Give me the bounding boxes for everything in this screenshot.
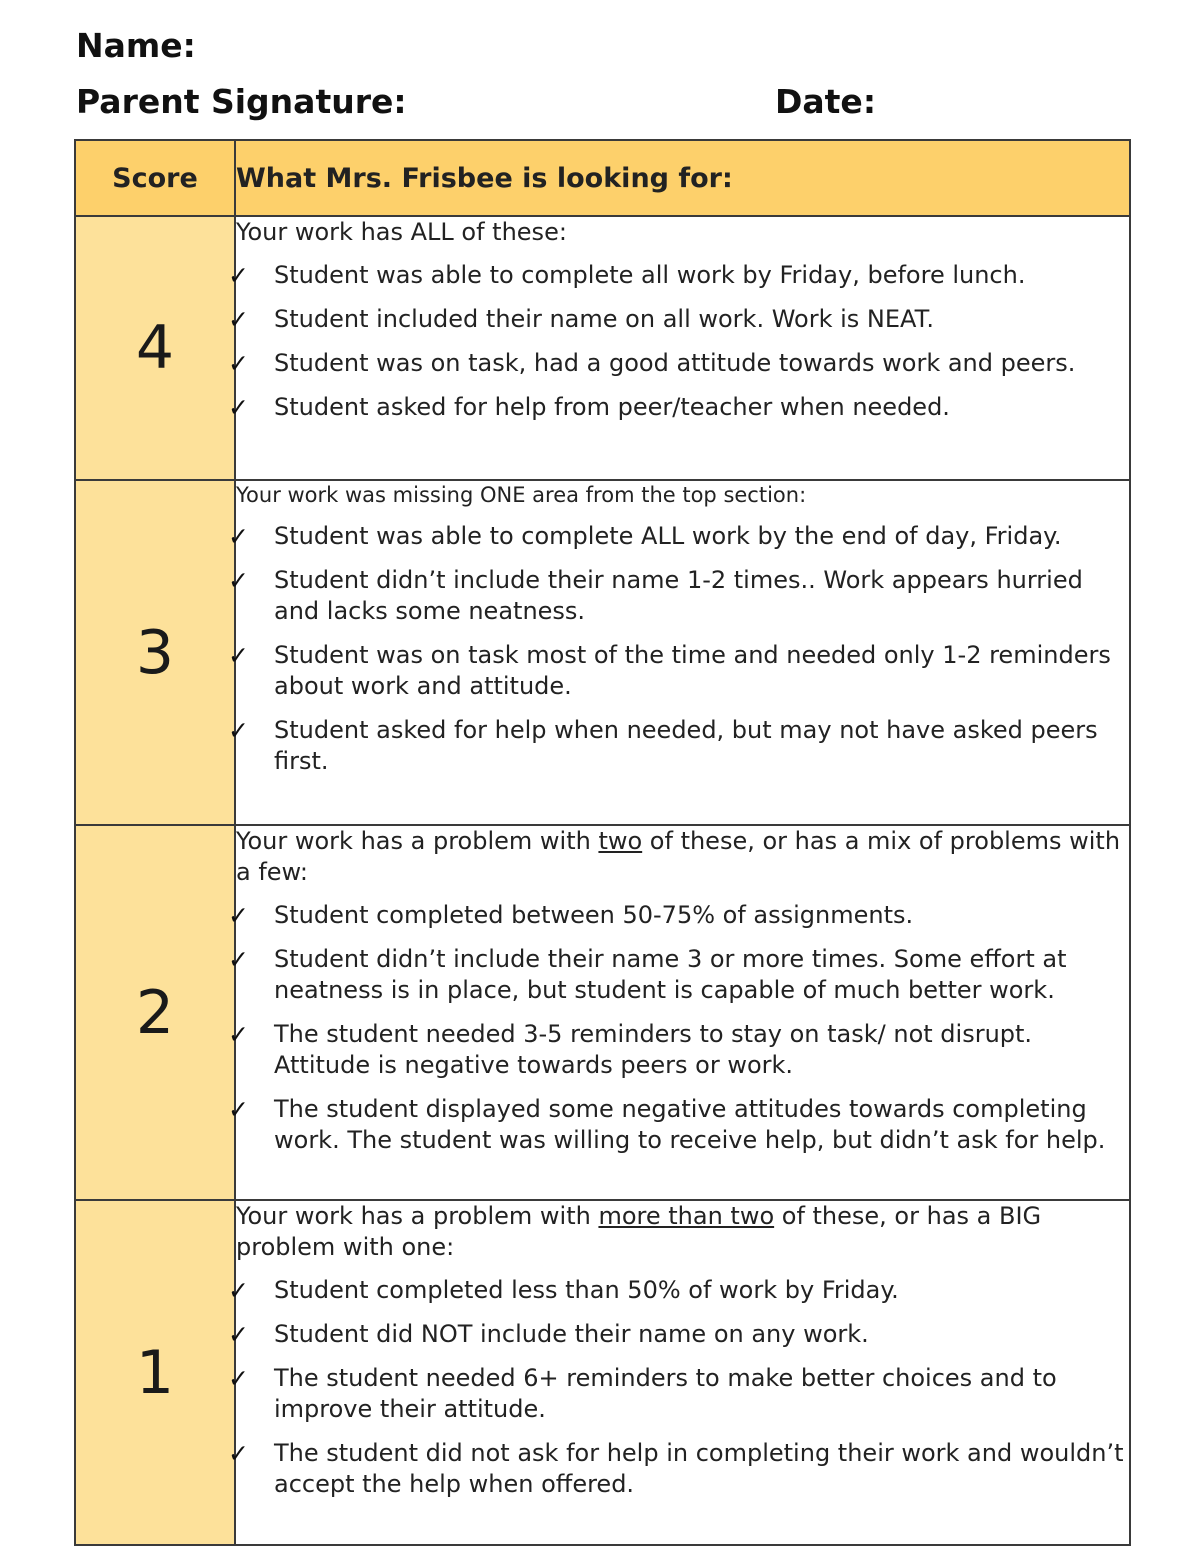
criteria-item: ✓ The student needed 6+ reminders to make better choices and to improve their attitude. (228, 1364, 1057, 1423)
criteria-column-header: What Mrs. Frisbee is looking for: (235, 140, 1130, 216)
rubric-header-row (75, 140, 1130, 216)
criteria-item: ✓ Student asked for help from peer/teacher when needed. (228, 393, 950, 422)
score-value: 2 (75, 825, 235, 1200)
checkmark-icon: ✓ (228, 1095, 249, 1124)
checkmark-icon: ✓ (228, 1439, 249, 1468)
criteria-intro: Your work has a problem with two of these, or has a mix of problems with a few: (236, 827, 1121, 886)
criteria-cell (228, 216, 1130, 480)
score-row-2 (75, 825, 1130, 1200)
criteria-item: ✓ The student did not ask for help in completing their work and wouldn’t accept the help when offered. (228, 1439, 1124, 1498)
criteria-list (228, 1275, 1129, 1500)
criteria-item: ✓ Student asked for help when needed, but may not have asked peers first. (228, 716, 1098, 775)
criteria-intro: Your work has a problem with more than two of these, or has a BIG problem with one: (236, 1202, 1042, 1261)
rubric-table (74, 139, 1131, 1546)
checkmark-icon: ✓ (228, 1364, 249, 1393)
score-row-3 (75, 480, 1130, 825)
criteria-cell (228, 825, 1130, 1200)
criteria-item: ✓ The student needed 3-5 reminders to stay on task/ not disrupt. Attitude is negative towards peers or work. (228, 1020, 1033, 1079)
criteria-item: ✓ The student displayed some negative attitudes towards completing work. The student was willing to receive help, but didn’t ask for help. (228, 1095, 1106, 1154)
criteria-item: ✓ Student completed between 50-75% of assignments. (228, 901, 914, 930)
score-value: 4 (75, 216, 235, 480)
checkmark-icon: ✓ (228, 641, 249, 670)
checkmark-icon: ✓ (228, 1320, 249, 1349)
score-value: 1 (75, 1200, 235, 1545)
criteria-cell (228, 1200, 1130, 1545)
score-row-4 (75, 216, 1130, 480)
checkmark-icon: ✓ (228, 522, 249, 551)
checkmark-icon: ✓ (228, 901, 249, 930)
criteria-item: ✓ Student didn’t include their name 1-2 times.. Work appears hurried and lacks some neatness. (228, 566, 1083, 625)
parent-signature-label: Parent Signature: (76, 82, 407, 121)
score-row-1 (75, 1200, 1130, 1545)
checkmark-icon: ✓ (228, 393, 249, 422)
checkmark-icon: ✓ (228, 305, 249, 334)
criteria-item: ✓ Student did NOT include their name on any work. (228, 1320, 869, 1349)
score-column-header: Score (75, 140, 235, 216)
date-label: Date: (775, 82, 877, 121)
criteria-item: ✓ Student included their name on all work. Work is NEAT. (228, 305, 935, 334)
criteria-intro: Your work has ALL of these: (236, 218, 567, 246)
underlined-emphasis: two (598, 827, 643, 855)
checkmark-icon: ✓ (228, 716, 249, 745)
checkmark-icon: ✓ (228, 261, 249, 290)
criteria-item: ✓ Student was able to complete all work by Friday, before lunch. (228, 261, 1026, 290)
criteria-cell (228, 480, 1130, 825)
criteria-item: ✓ Student was on task most of the time and needed only 1-2 reminders about work and attitude. (228, 641, 1111, 700)
criteria-item: ✓ Student didn’t include their name 3 or more times. Some effort at neatness is in place, but student is capable of much better work. (228, 945, 1067, 1004)
criteria-intro: Your work was missing ONE area from the top section: (236, 483, 807, 507)
criteria-list (228, 521, 1129, 777)
criteria-list (228, 260, 1129, 423)
checkmark-icon: ✓ (228, 566, 249, 595)
checkmark-icon: ✓ (228, 1020, 249, 1049)
criteria-item: ✓ Student was on task, had a good attitude towards work and peers. (228, 349, 1076, 378)
criteria-item: ✓ Student was able to complete ALL work by the end of day, Friday. (228, 522, 1062, 551)
criteria-list (228, 900, 1129, 1156)
name-label: Name: (76, 26, 196, 65)
checkmark-icon: ✓ (228, 349, 249, 378)
underlined-emphasis: more than two (598, 1202, 775, 1230)
checkmark-icon: ✓ (228, 1276, 249, 1305)
score-value: 3 (75, 480, 235, 825)
criteria-item: ✓ Student completed less than 50% of work by Friday. (228, 1276, 899, 1305)
checkmark-icon: ✓ (228, 945, 249, 974)
